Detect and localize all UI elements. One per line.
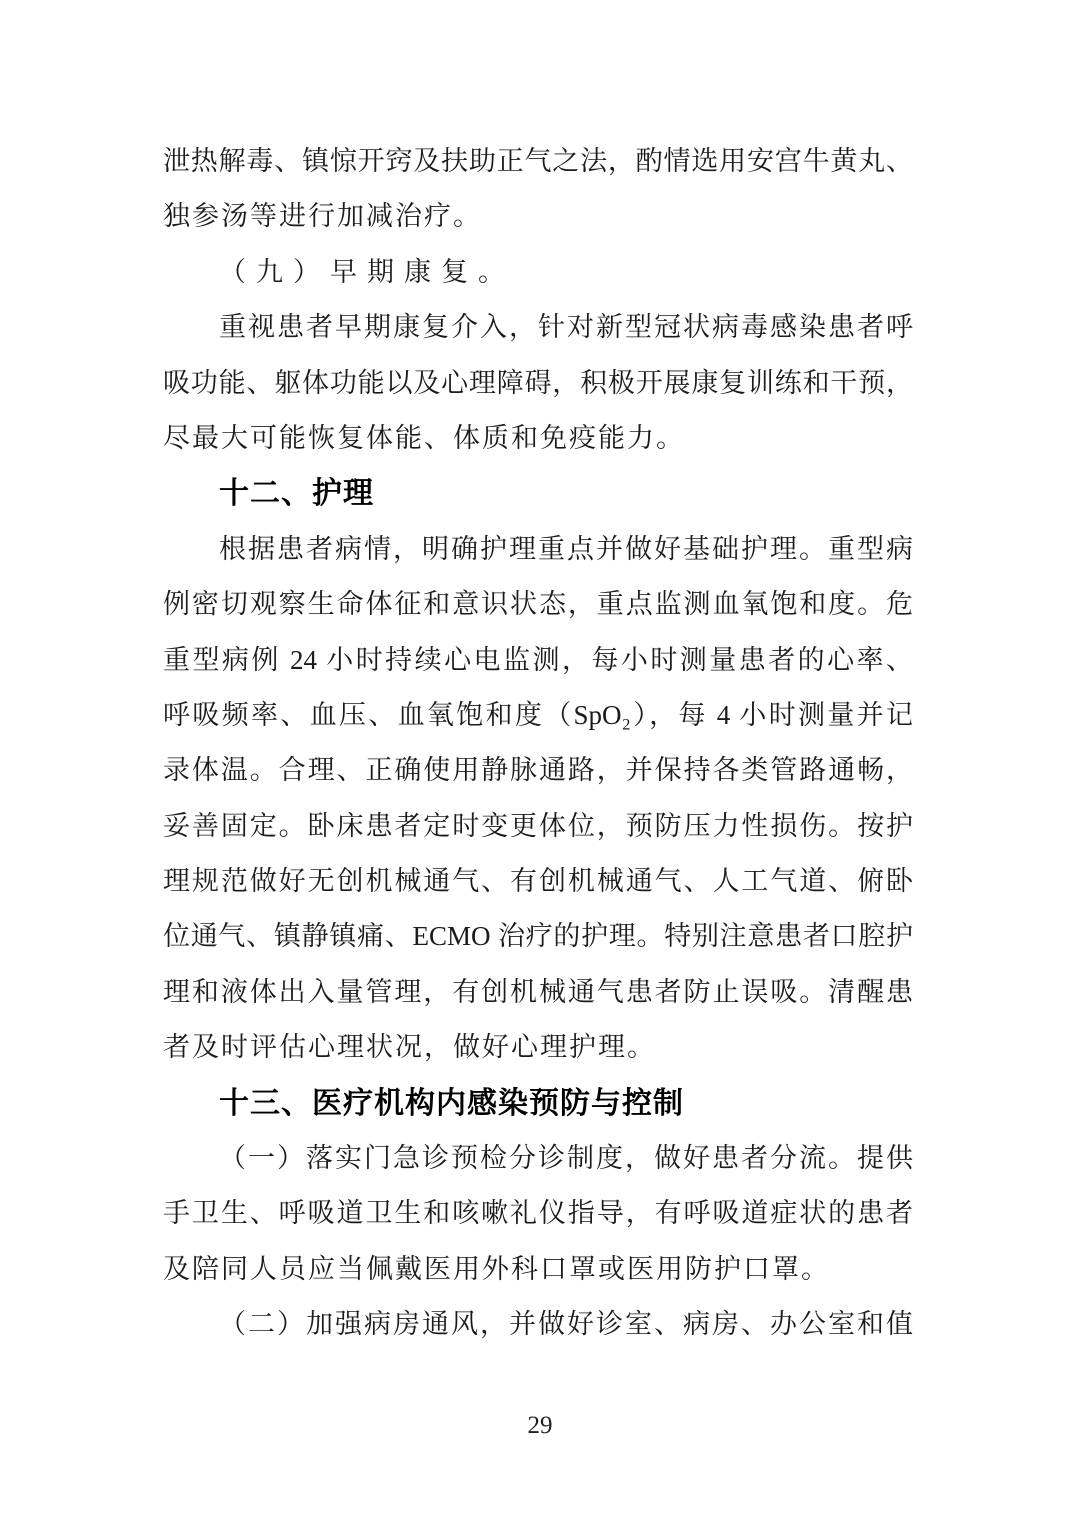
paragraph-line: 者及时评估心理状况，做好心理护理。 [163, 1032, 656, 1063]
paragraph-line: 妥善固定。卧床患者定时变更体位，预防压力性损伤。按护 [163, 810, 913, 841]
paragraph-line: 及陪同人员应当佩戴医用外科口罩或医用防护口罩。 [163, 1253, 830, 1284]
paragraph-line: 尽最大可能恢复体能、体质和免疫能力。 [163, 422, 685, 453]
paragraph-line: 根据患者病情，明确护理重点并做好基础护理。重型病 [219, 533, 913, 564]
paragraph-line: 例密切观察生命体征和意识状态，重点监测血氧饱和度。危 [163, 589, 913, 620]
paragraph-line: 录体温。合理、正确使用静脉通路，并保持各类管路通畅， [163, 755, 913, 786]
paragraph-line: 理和液体出入量管理，有创机械通气患者防止误吸。清醒患 [163, 976, 913, 1007]
paragraph-line: （二）加强病房通风，并做好诊室、病房、办公室和值 [219, 1309, 913, 1340]
document-text-block [163, 134, 913, 1353]
paragraph-line: （一）落实门急诊预检分诊制度，做好患者分流。提供 [219, 1143, 913, 1174]
paragraph-line: 手卫生、呼吸道卫生和咳嗽礼仪指导，有呼吸道症状的患者 [163, 1198, 913, 1229]
subsection-heading-9-early-rehab: （九）早期康复。 [219, 256, 515, 287]
section-heading-12-nursing: 十二、护理 [219, 477, 374, 511]
section-heading-13-infection-control: 十三、医疗机构内感染预防与控制 [219, 1086, 684, 1120]
paragraph-line: 吸功能、躯体功能以及心理障碍，积极开展康复训练和干预， [163, 367, 913, 398]
paragraph-line: 理规范做好无创机械通气、有创机械通气、人工气道、俯卧 [163, 866, 913, 897]
paragraph-line: 重视患者早期康复介入，针对新型冠状病毒感染患者呼 [219, 312, 913, 343]
paragraph-line: 泄热解毒、镇惊开窍及扶助正气之法，酌情选用安宫牛黄丸、 [163, 146, 913, 176]
paragraph-line: 呼吸频率、血压、血氧饱和度（SpO₂），每 4 小时测量并记 [163, 699, 913, 730]
paragraph-line: 重型病例 24 小时持续心电监测，每小时测量患者的心率、 [163, 644, 913, 675]
paragraph-line: 独参汤等进行加减治疗。 [163, 201, 482, 232]
page-number: 29 [527, 1412, 553, 1439]
paragraph-line: 位通气、镇静镇痛、ECMO 治疗的护理。特别注意患者口腔护 [163, 921, 913, 952]
